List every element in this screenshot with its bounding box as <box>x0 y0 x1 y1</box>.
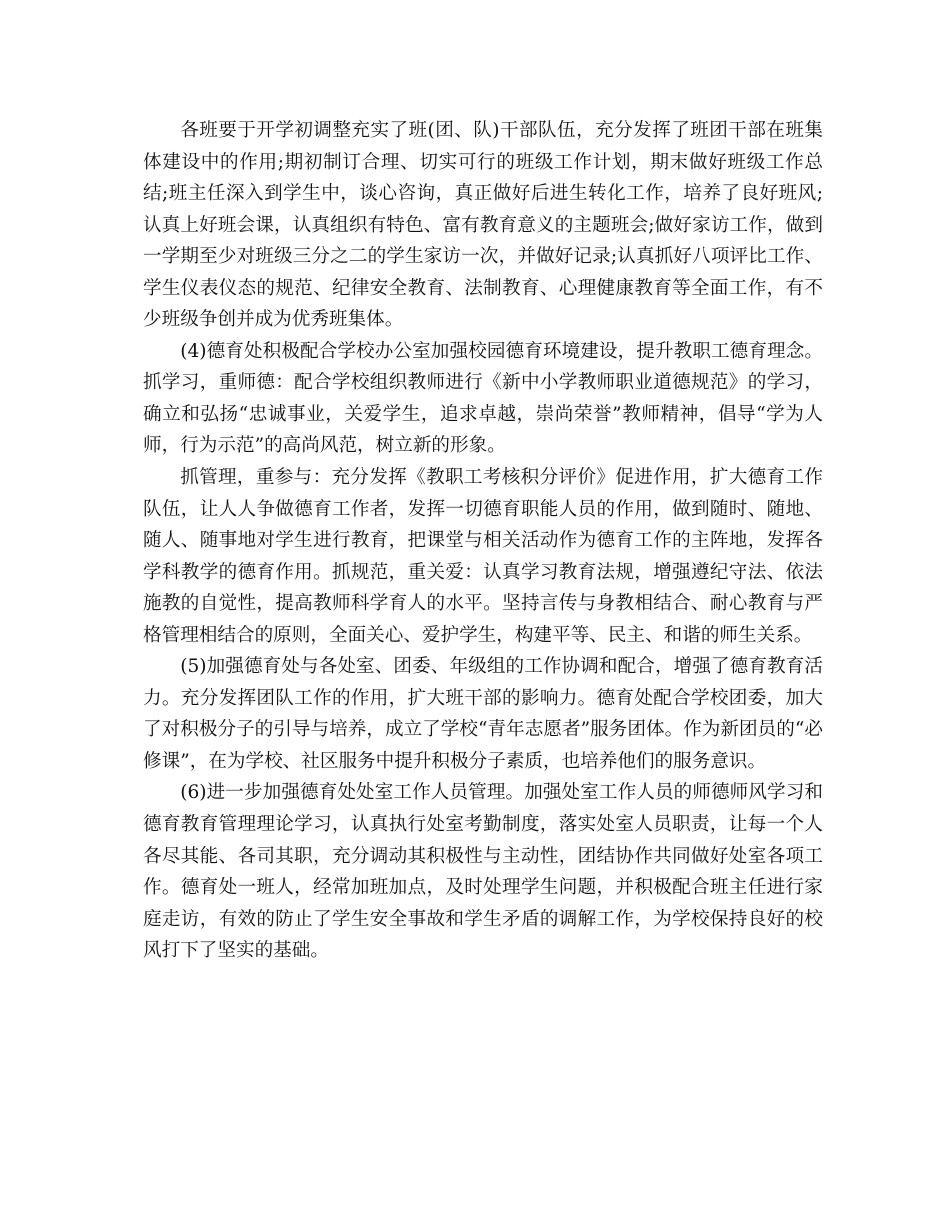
paragraph-item-5-coordination: (5)加强德育处与各处室、团委、年级组的工作协调和配合，增强了德育教育活力。充分发挥团队工作的作用，扩大班干部的影响力。德育处配合学校团委，加大了对积极分子的引导与培养，成立了学校“青年志愿者”服务团体。作为新团员的“必修课”，在为学校、社区服务中提升积极分子素质，也培养他们的服务意识。 <box>143 656 823 772</box>
document-body <box>143 115 823 967</box>
paragraph-item-6-staff-management: (6)进一步加强德育处处室工作人员管理。加强处室工作人员的师德师风学习和德育教育管理理论学习，认真执行处室考勤制度，落实处室人员职责，让每一个人各尽其能、各司其职，充分调动其积极性与主动性，团结协作共同做好处室各项工作。德育处一班人，经常加班加点，及时处理学生问题，并积极配合班主任进行家庭走访，有效的防止了学生安全事故和学生矛盾的调解工作，为学校保持良好的校风打下了坚实的基础。 <box>143 782 823 962</box>
paragraph-class-work: 各班要于开学初调整充实了班(团、队)干部队伍，充分发挥了班团干部在班集体建设中的作用;期初制订合理、切实可行的班级工作计划，期末做好班级工作总结;班主任深入到学生中，谈心咨询，真正做好后进生转化工作，培养了良好班风;认真上好班会课，认真组织有特色、富有教育意义的主题班会;做好家访工作，做到一学期至少对班级三分之二的学生家访一次，并做好记录;认真抓好八项评比工作、学生仪表仪态的规范、纪律安全教育、法制教育、心理健康教育等全面工作，有不少班级争创并成为优秀班集体。 <box>143 120 823 331</box>
paragraph-item-4-environment: (4)德育处积极配合学校办公室加强校园德育环境建设，提升教职工德育理念。抓学习，重师德：配合学校组织教师进行《新中小学教师职业道德规范》的学习，确立和弘扬“忠诚事业，关爱学生，追求卓越，崇尚荣誉”教师精神，倡导“学为人师，行为示范”的高尚风范，树立新的形象。 <box>143 340 823 457</box>
paragraph-management-participation: 抓管理，重参与：充分发挥《教职工考核积分评价》促进作用，扩大德育工作队伍，让人人争做德育工作者，发挥一切德育职能人员的作用，做到随时、随地、随人、随事地对学生进行教育，把课堂与相关活动作为德育工作的主阵地，发挥各学科教学的德育作用。抓规范，重关爱：认真学习教育法规，增强遵纪守法、依法施教的自觉性，提高教师科学育人的水平。坚持言传与身教相结合、耐心教育与严格管理相结合的原则，全面关心、爱护学生，构建平等、民主、和谐的师生关系。 <box>143 467 823 646</box>
